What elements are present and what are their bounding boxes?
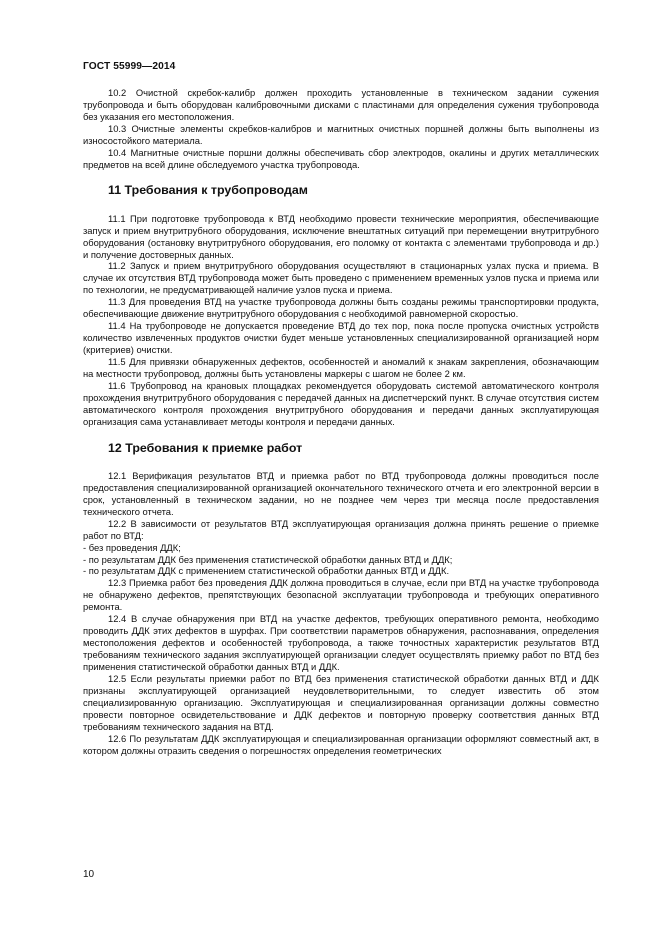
paragraph-12-1: 12.1 Верификация результатов ВТД и приемка работ по ВТД трубопровода должны проводиться после предоставления специализированной организацией окончательного технического отчета и его электронной версии в срок, установленный в техническом задании, но не позднее чем через три месяца после предоставления технического отчета. <box>83 469 599 517</box>
running-header: ГОСТ 55999—2014 <box>83 61 176 72</box>
paragraph-11-3: 11.3 Для проведения ВТД на участке трубопровода должны быть созданы режимы транспортировки продукта, обеспечивающие движение внутритрубного оборудования с необходимой равномерной скоростью. <box>83 296 599 320</box>
paragraph-11-2: 11.2 Запуск и прием внутритрубного оборудования осуществляют в стационарных узлах пуска и приема. В случае их отсутствия ВТД трубопровода может быть проведено с применением временных узлов пуска и приема или по технологии, не предусматривающей наличие узлов пуска и приема. <box>83 260 599 296</box>
section-11-heading: 11 Требования к трубопроводам <box>108 182 308 197</box>
paragraph-11-4: 11.4 На трубопроводе не допускается проведение ВТД до тех пор, пока после пропуска очистных устройств количество извлеченных продуктов очистки будет меньше установленных специализированной организацией норм (критериев) очистки. <box>83 320 599 356</box>
paragraph-11-1: 11.1 При подготовке трубопровода к ВТД необходимо провести технические мероприятия, обеспечивающие запуск и прием внутритрубного оборудования, исключение внештатных ситуаций при перемещении внутритрубного оборудования (остановку внутритрубного оборудования, его поломку от контакта с элементами трубопровода и др.) и получение достоверных данных. <box>83 212 599 260</box>
paragraph-12-6: 12.6 По результатам ДДК эксплуатирующая и специализированная организации оформляют совместный акт, в котором должны отразить сведения о погрешностях определения геометрических <box>83 732 599 756</box>
paragraph-12-5: 12.5 Если результаты приемки работ по ВТД без применения статистической обработки данных ВТД и ДДК признаны эксплуатирующей организацией неудовлетворительными, то следует известить об этом специализированную организацию. Эксплуатирующая и специализированная организации должны совместно провести повторное освидетельствование и ДДК дефектов и повторную проверку соответствия данных ВТД требованиям технического задания на ВТД. <box>83 673 599 732</box>
paragraph-12-2: 12.2 В зависимости от результатов ВТД эксплуатирующая организация должна принять решение о приемке работ по ВТД: <box>83 517 599 541</box>
page-number: 10 <box>83 869 95 880</box>
paragraph-10-4: 10.4 Магнитные очистные поршни должны обеспечивать сбор электродов, окалины и других металлических предметов на всей длине обследуемого участка трубопровода. <box>83 146 599 170</box>
paragraph-10-2: 10.2 Очистной скребок-калибр должен проходить установленные в техническом задании сужения трубопровода и быть оборудован калибровочными дисками с пластинами для определения сужения трубопровода без указания его местоположения. <box>83 87 599 122</box>
paragraph-11-6: 11.6 Трубопровод на крановых площадках рекомендуется оборудовать системой автоматического контроля прохождения внутритрубного оборудования с передачей данных на диспетчерский пункт. В случае отсутствия систем автоматического контроля прохождения внутритрубного оборудования и передачи данных эксплуатирующая организация сама устанавливает методы контроля и передачи данных. <box>83 380 599 427</box>
paragraph-12-3: 12.3 Приемка работ без проведения ДДК должна проводиться в случае, если при ВТД на участке трубопровода не обнаружено дефектов, препятствующих безопасной эксплуатации трубопровода и требующих оперативного ремонта. <box>83 577 599 613</box>
list-item: - по результатам ДДК без применения статистической обработки данных ВТД и ДДК; <box>83 553 453 565</box>
list-item: - по результатам ДДК с применением статистической обработки данных ВТД и ДДК. <box>83 565 450 577</box>
section-12-heading: 12 Требования к приемке работ <box>108 440 303 455</box>
body-text <box>83 87 599 757</box>
paragraph-10-3: 10.3 Очистные элементы скребков-калибров и магнитных очистных поршней должны быть выполнены из износостойкого материала. <box>83 122 599 146</box>
list-item: - без проведения ДДК; <box>83 541 181 553</box>
paragraph-12-4: 12.4 В случае обнаружения при ВТД на участке дефектов, требующих оперативного ремонта, необходимо проводить ДДК этих дефектов в шурфах. При соответствии параметров обнаружения, распознавания, определения местоположения дефектов и особенностей трубопровода, а также точностных характеристик результатов ВТД требованиям технического задания эксплуатирующей организации следует осуществлять приемку работ по ВТД без применения статистической обработки данных ВТД и ДДК. <box>83 613 599 673</box>
paragraph-11-5: 11.5 Для привязки обнаруженных дефектов, особенностей и аномалий к знакам закрепления, обозначающим на местности трубопровод, должны быть установлены маркеры с шагом не более 2 км. <box>83 356 599 380</box>
